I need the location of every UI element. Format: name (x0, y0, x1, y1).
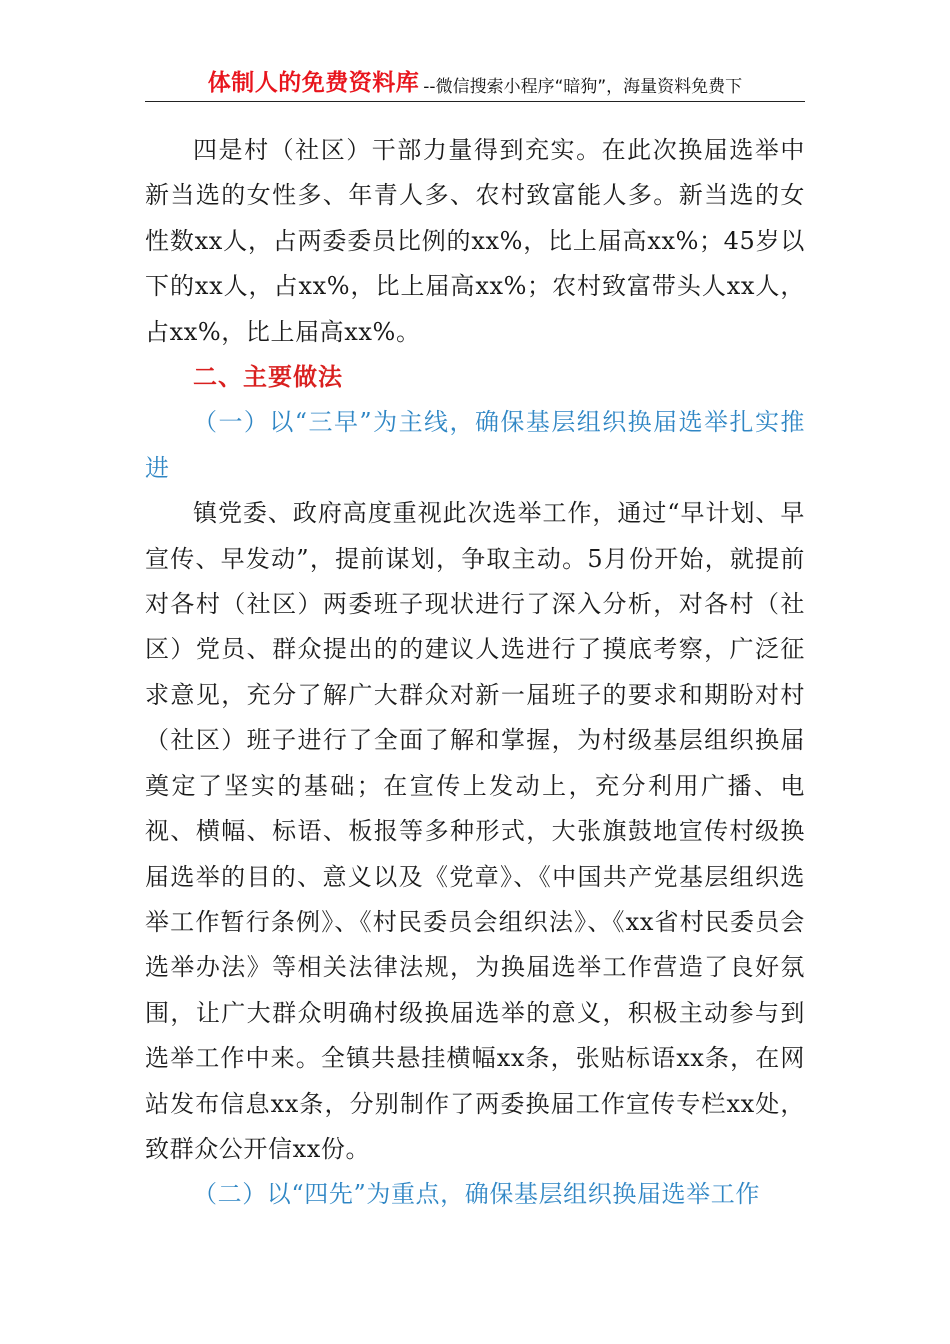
header-brand: 体制人的免费资料库 (207, 70, 420, 96)
section-heading-main-practices: 二、主要做法 (193, 363, 343, 392)
page-header (145, 62, 805, 102)
document-body (145, 128, 805, 1218)
header-note: --微信搜索小程序“暗狗”，海量资料免费下 (423, 77, 743, 97)
subsection-heading-two: （二）以“四先”为重点，确保基层组织换届选举工作 (193, 1180, 760, 1209)
paragraph-three-early: 镇党委、政府高度重视此次选举工作，通过“早计划、早宣传、早发动”，提前谋划，争取主动。5月份开始，就提前对各村（社区）两委班子现状进行了深入分析，对各村（社区）党员、群众提出的的建议人选进行了摸底考察，广泛征求意见，充分了解广大群众对新一届班子的要求和期盼对村（社区）班子进行了全面了解和掌握，为村级基层组织换届奠定了坚实的基础；在宣传上发动上，充分利用广播、电视、横幅、标语、板报等多种形式，大张旗鼓地宣传村级换届选举的目的、意义以及《党章》、《中国共产党基层组织选举工作暂行条例》、《村民委员会组织法》、《xx省村民委员会选举办法》等相关法律法规，为换届选举工作营造了良好氛围，让广大群众明确村级换届选举的意义，积极主动参与到选举工作中来。全镇共悬挂横幅xx条，张贴标语xx条，在网站发布信息xx条，分别制作了两委换届工作宣传专栏xx处，致群众公开信xx份。 (145, 499, 805, 1163)
subsection-heading-one: （一）以“三早”为主线，确保基层组织换届选举扎实推进 (145, 408, 805, 482)
paragraph-achievement-four: 四是村（社区）干部力量得到充实。在此次换届选举中新当选的女性多、年青人多、农村致富能人多。新当选的女性数xx人，占两委委员比例的xx%，比上届高xx%；45岁以下的xx人，占xx%，比上届高xx%；农村致富带头人xx人，占xx%，比上届高xx%。 (145, 136, 805, 346)
